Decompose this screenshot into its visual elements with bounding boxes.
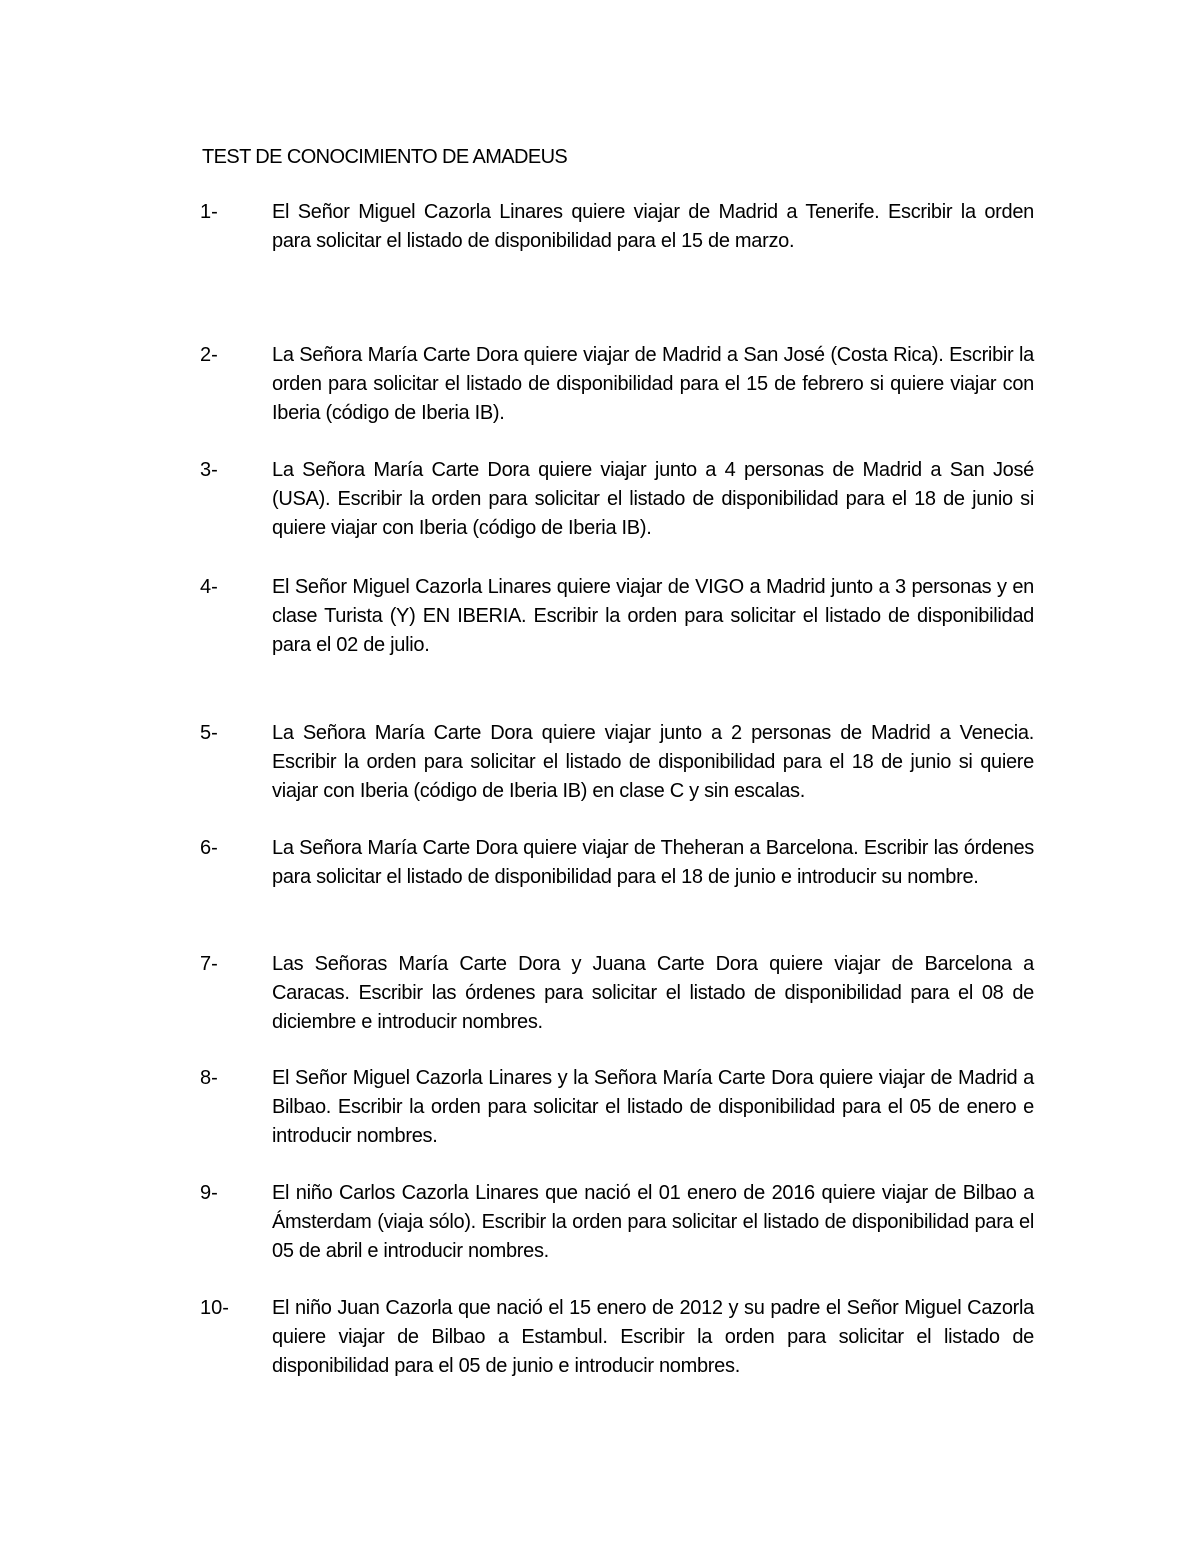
question-number: 4- [200, 576, 218, 598]
question-number: 9- [200, 1182, 218, 1204]
question-text: La Señora María Carte Dora quiere viajar de Madrid a San José (Costa Rica). Escribir la orden para solicitar el listado de disponibilidad para el 15 de febrero si quiere viajar con Iberia (código de Iberia IB). [272, 344, 1034, 424]
question-text: La Señora María Carte Dora quiere viajar de Theheran a Barcelona. Escribir las órdenes para solicitar el listado de disponibilidad para el 18 de junio e introducir su nombre. [272, 837, 1034, 888]
question-text: El Señor Miguel Cazorla Linares quiere viajar de Madrid a Tenerife. Escribir la orden para solicitar el listado de disponibilidad para el 15 de marzo. [272, 201, 1034, 252]
document-title: TEST DE CONOCIMIENTO DE AMADEUS [202, 146, 568, 168]
question-text: Las Señoras María Carte Dora y Juana Carte Dora quiere viajar de Barcelona a Caracas. Escribir las órdenes para solicitar el listado de disponibilidad para el 08 de diciembre e introducir nombres. [272, 953, 1034, 1033]
question-number: 6- [200, 837, 218, 859]
question-text: La Señora María Carte Dora quiere viajar junto a 2 personas de Madrid a Venecia. Escribir la orden para solicitar el listado de disponibilidad para el 18 de junio si quiere viajar con Iberia (código de Iberia IB) en clase C y sin escalas. [272, 722, 1034, 802]
question-number: 7- [200, 953, 218, 975]
question-number: 5- [200, 722, 218, 744]
question-number: 1- [200, 201, 218, 223]
question-text: El Señor Miguel Cazorla Linares y la Señora María Carte Dora quiere viajar de Madrid a Bilbao. Escribir la orden para solicitar el listado de disponibilidad para el 05 de enero e introducir nombres. [272, 1067, 1034, 1147]
question-number: 3- [200, 459, 218, 481]
question-number: 2- [200, 344, 218, 366]
question-text: El niño Carlos Cazorla Linares que nació el 01 enero de 2016 quiere viajar de Bilbao a Ámsterdam (viaja sólo). Escribir la orden para solicitar el listado de disponibilidad para el 05 de abril e introducir nombres. [272, 1182, 1034, 1262]
question-number: 10- [200, 1297, 229, 1319]
question-text: El niño Juan Cazorla que nació el 15 enero de 2012 y su padre el Señor Miguel Cazorla quiere viajar de Bilbao a Estambul. Escribir la orden para solicitar el listado de disponibilidad para el 05 de junio e introducir nombres. [272, 1297, 1034, 1377]
question-text: La Señora María Carte Dora quiere viajar junto a 4 personas de Madrid a San José (USA). Escribir la orden para solicitar el listado de disponibilidad para el 18 de junio si quiere viajar con Iberia (código de Iberia IB). [272, 459, 1034, 539]
question-text: El Señor Miguel Cazorla Linares quiere viajar de VIGO a Madrid junto a 3 personas y en clase Turista (Y) EN IBERIA. Escribir la orden para solicitar el listado de disponibilidad para el 02 de julio. [272, 576, 1034, 656]
question-number: 8- [200, 1067, 218, 1089]
